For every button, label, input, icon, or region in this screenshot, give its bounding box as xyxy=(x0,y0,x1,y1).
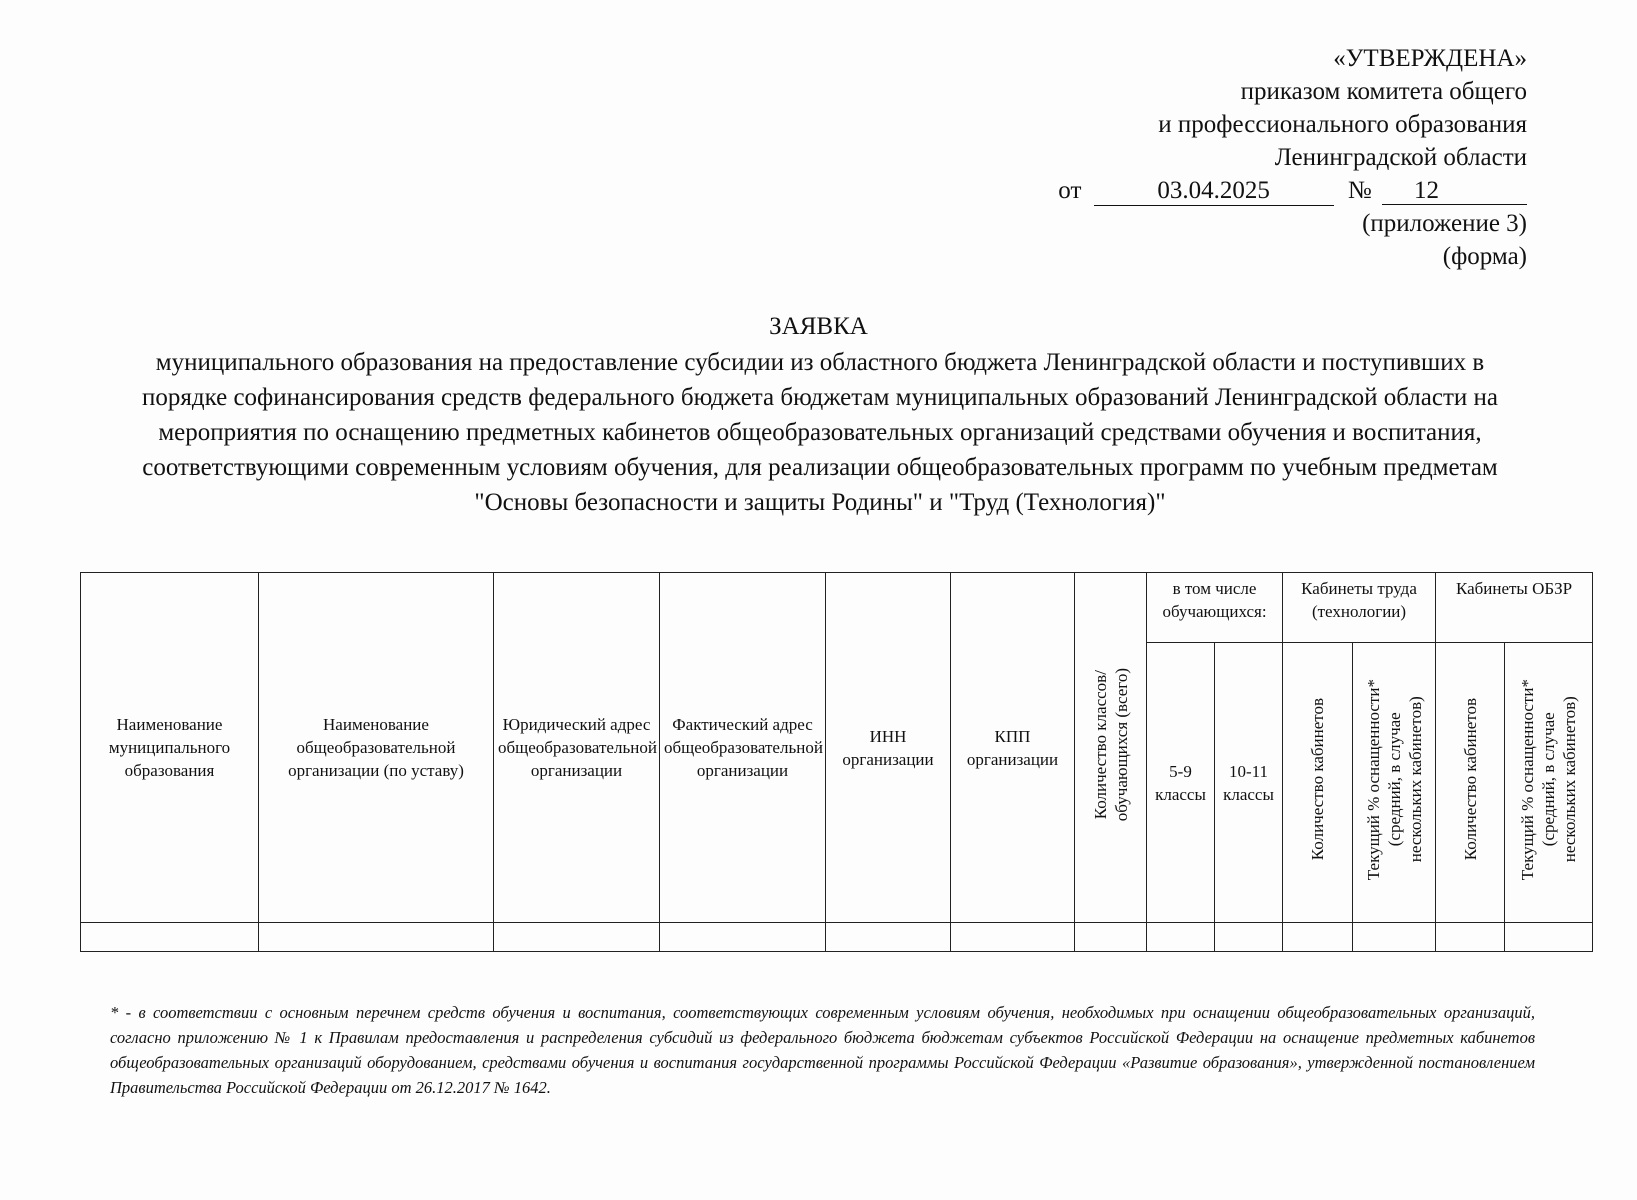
approval-stamp xyxy=(967,42,1527,273)
cell-municipality[interactable] xyxy=(81,923,259,952)
from-label: от xyxy=(1058,177,1082,204)
header-grades-10-11: 10-11 классы xyxy=(1215,643,1283,923)
footnote: * - в соответствии с основным перечнем средств обучения и воспитания, соответствующих современным условиям обучения, необходимых при оснащении общеобразовательных организаций, согласно приложению № 1 к Правилам предоставления и распределения субсидий из федерального бюджета бюджетам субъектов Российской Федерации на оснащение предметных кабинетов общеобразовательных организаций оборудованием, средствами обучения и воспитания государственной программы Российской Федерации «Развитие образования», утвержденной постановлением Правительства Российской Федерации от 26.12.2017 № 1642. xyxy=(110,1003,1535,1097)
cell-actual-address[interactable] xyxy=(660,923,826,952)
approval-heading: «УТВЕРЖДЕНА» xyxy=(1333,45,1527,72)
cell-org-name[interactable] xyxy=(259,923,494,952)
header-kpp: КПП организации xyxy=(951,573,1075,923)
header-labor-rooms-count: Количество кабинетов xyxy=(1283,643,1353,923)
cell-obzr-equipment-percent[interactable] xyxy=(1505,923,1593,952)
approval-line-3: Ленинградской области xyxy=(1274,144,1527,171)
cell-obzr-rooms-count[interactable] xyxy=(1436,923,1505,952)
header-obzr-equipment-percent: Текущий % оснащенности* (средний, в случае нескольких кабинетов) xyxy=(1505,643,1593,923)
order-date: 03.04.2025 xyxy=(1094,177,1334,206)
number-label: № xyxy=(1347,177,1372,204)
order-date-number-line xyxy=(967,174,1527,207)
cell-grades-5-9[interactable] xyxy=(1147,923,1215,952)
header-classes-count-line-1: Количество классов/ xyxy=(1090,669,1110,820)
appendix-note: (приложение 3) xyxy=(1362,210,1527,237)
approval-line-1: приказом комитета общего xyxy=(1240,78,1527,105)
header-group-students: в том числе обучающихся: xyxy=(1147,573,1283,643)
header-inn: ИНН организации xyxy=(826,573,951,923)
header-labor-equipment-percent: Текущий % оснащенности* (средний, в случае нескольких кабинетов) xyxy=(1353,643,1436,923)
header-classes-count-line-2: обучающихся (всего) xyxy=(1111,667,1131,822)
application-table xyxy=(80,572,1593,952)
table-row xyxy=(81,923,1593,952)
header-group-labor: Кабинеты труда (технологии) xyxy=(1283,573,1436,643)
header-group-obzr: Кабинеты ОБЗР xyxy=(1436,573,1593,643)
header-obzr-rooms-count: Количество кабинетов xyxy=(1436,643,1505,923)
document-subtitle: муниципального образования на предоставление субсидии из областного бюджета Ленинградской области и поступивших в порядке софинансирования средств федерального бюджета бюджетам муниципальных образований Ленинградской области на мероприятия по оснащению предметных кабинетов общеобразовательных организаций средствами обучения и воспитания, соответствующими современным условиям обучения, для реализации общеобразовательных программ по учебным предметам "Основы безопасности и защиты Родины" и "Труд (Технология)" xyxy=(141,349,1498,516)
approval-line-2: и профессионального образования xyxy=(1158,111,1527,138)
cell-classes-count[interactable] xyxy=(1075,923,1147,952)
cell-kpp[interactable] xyxy=(951,923,1075,952)
cell-grades-10-11[interactable] xyxy=(1215,923,1283,952)
header-classes-count xyxy=(1075,573,1147,923)
header-org-name: Наименование общеобразовательной организации (по уставу) xyxy=(259,573,494,923)
header-actual-address: Фактический адрес общеобразовательной организации xyxy=(660,573,826,923)
order-number: 12 xyxy=(1382,177,1527,205)
cell-inn[interactable] xyxy=(826,923,951,952)
cell-labor-equipment-percent[interactable] xyxy=(1353,923,1436,952)
form-note: (форма) xyxy=(1442,243,1527,270)
header-municipality: Наименование муниципального образования xyxy=(81,573,259,923)
header-grades-5-9: 5-9 классы xyxy=(1147,643,1215,923)
header-legal-address: Юридический адрес общеобразовательной организации xyxy=(494,573,660,923)
document-title: ЗАЯВКА xyxy=(769,313,868,340)
cell-legal-address[interactable] xyxy=(494,923,660,952)
cell-labor-rooms-count[interactable] xyxy=(1283,923,1353,952)
